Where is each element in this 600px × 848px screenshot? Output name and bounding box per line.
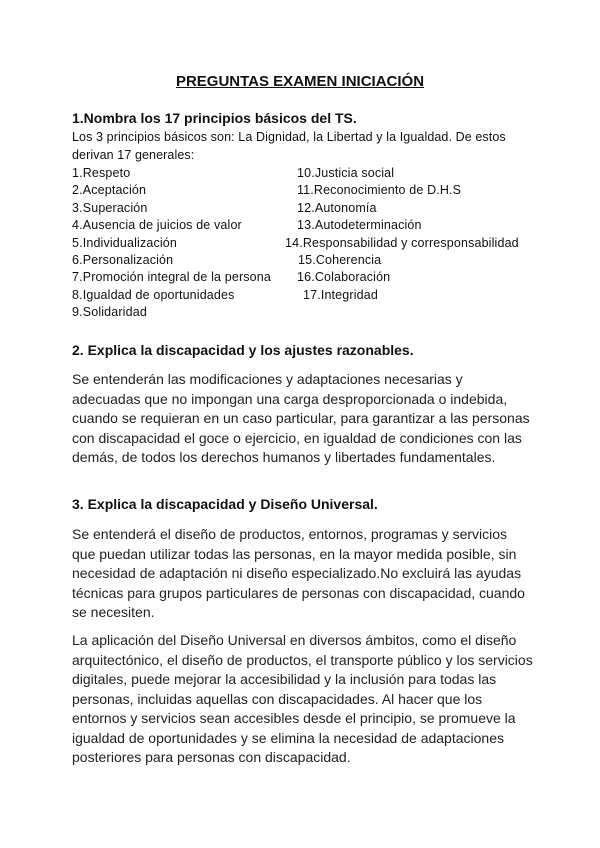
list-item: 9.Solidaridad — [72, 305, 147, 319]
list-item: 1.Respeto — [72, 166, 131, 180]
list-item: 2.Aceptación — [72, 183, 147, 197]
q3-paragraph-1: Se entenderá el diseño de productos, entornos, programas y servicios que puedan utilizar todas las personas, en la mayor medida posible, sin necesidad de adaptación ni diseño especializado.No excluirá las ayudas técnicas para grupos particulares de personas con discapacidad, cuando se necesiten. — [72, 526, 525, 620]
list-item: 4.Ausencia de juicios de valor — [72, 218, 242, 232]
list-item: 16.Colaboración — [297, 270, 391, 284]
q1-heading: 1.Nombra los 17 principios básicos del TS. — [72, 110, 357, 126]
list-item: 12.Autonomía — [297, 201, 377, 215]
list-item: 10.Justicia social — [297, 166, 395, 180]
list-item: 6.Personalización — [72, 253, 174, 267]
list-item: 7.Promoción integral de la persona — [72, 270, 271, 284]
list-item: 14.Responsabilidad y corresponsabilidad — [285, 236, 519, 250]
list-item: 3.Superación — [72, 201, 148, 215]
list-item: 17.Integridad — [303, 288, 378, 302]
list-item: 5.Individualización — [72, 236, 177, 250]
page-title-text: PREGUNTAS EXAMEN INICIACIÓN — [175, 73, 425, 90]
q3-heading: 3. Explica la discapacidad y Diseño Universal. — [72, 496, 378, 512]
list-item: 11.Reconocimiento de D.H.S — [297, 183, 462, 197]
q2-heading: 2. Explica la discapacidad y los ajustes razonables. — [72, 342, 414, 358]
q2-paragraph: Se entenderán las modificaciones y adaptaciones necesarias y adecuadas que no impongan una carga desproporcionada o indebida, cuando se requieran en un caso particular, para garantizar a las personas con discapacidad el goce o ejercicio, en igualdad de condiciones con las demás, de todos los derechos humanos y libertades fundamentales. — [72, 371, 530, 465]
q1-intro: Los 3 principios básicos son: La Dignidad, la Libertad y la Igualdad. De estos derivan 17 generales: — [72, 130, 506, 162]
list-item: 15.Coherencia — [298, 253, 382, 267]
list-item: 13.Autodeterminación — [297, 218, 422, 232]
list-item: 8.Igualdad de oportunidades — [72, 288, 235, 302]
q3-paragraph-2: La aplicación del Diseño Universal en diversos ámbitos, como el diseño arquitectónico, el diseño de productos, el transporte público y los servicios digitales, puede mejorar la accesibilidad y la inclusión para todas las personas, incluidas aquellas con discapacidades. Al hacer que los entornos y servicios sean accesibles desde el principio, se promueve la igualdad de oportunidades y se elimina la necesidad de adaptaciones posteriores para personas con discapacidad. — [72, 632, 533, 765]
page-title — [0, 73, 600, 91]
